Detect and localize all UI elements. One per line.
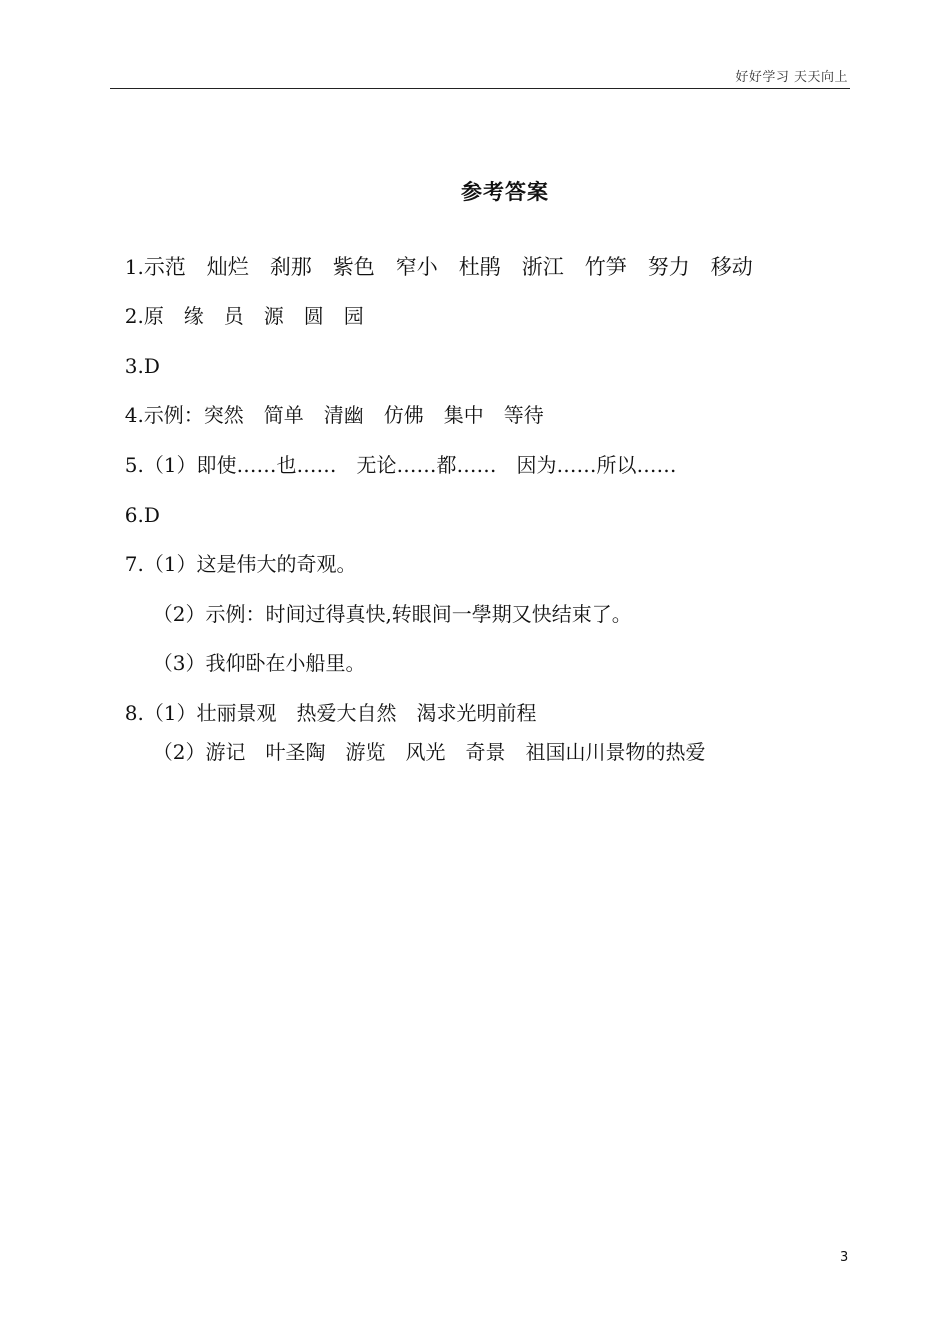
answer-text: D <box>143 503 160 527</box>
answer-number: 6. <box>124 503 144 527</box>
answer-text: （2）游记 叶圣陶 游览 风光 奇景 祖国山川景物的热爱 <box>152 740 706 764</box>
header-motto: 好好学习 天天向上 <box>735 70 848 85</box>
answer-3 <box>112 327 160 379</box>
answer-6 <box>112 476 160 528</box>
answer-number: 1. <box>124 255 144 279</box>
answer-7-3 <box>140 624 365 676</box>
answer-text: D <box>143 354 160 378</box>
answer-1 <box>112 228 753 280</box>
header-divider <box>110 88 850 89</box>
answer-text: 示范 灿烂 刹那 紫色 窄小 杜鹃 浙江 竹笋 努力 移动 <box>143 255 753 279</box>
answer-number: 4. <box>124 403 144 427</box>
answer-7-1 <box>112 525 357 577</box>
answer-number: 3. <box>124 354 144 378</box>
answer-text: （3）我仰卧在小船里。 <box>152 651 366 675</box>
answer-5 <box>112 426 677 478</box>
answer-text: 原 缘 员 源 圆 园 <box>143 304 364 328</box>
answer-number: 8. <box>124 701 144 725</box>
answer-2 <box>112 277 364 329</box>
answer-text: （1）壮丽景观 热爱大自然 渴求光明前程 <box>143 701 537 725</box>
answer-text: （1）这是伟大的奇观。 <box>143 552 357 576</box>
page-number: 3 <box>840 1250 849 1265</box>
answer-text: （2）示例：时间过得真快,转眼间一學期又快结束了。 <box>152 602 632 626</box>
answer-number: 7. <box>124 552 144 576</box>
answer-7-2 <box>140 575 632 627</box>
answer-number: 5. <box>124 453 144 477</box>
page-title: 参考答案 <box>461 180 549 204</box>
answer-text: 示例：突然 简单 清幽 仿佛 集中 等待 <box>143 403 544 427</box>
answer-4 <box>112 376 544 428</box>
answer-8-2 <box>140 713 705 765</box>
answer-text: （1）即使……也…… 无论……都…… 因为……所以…… <box>143 453 677 477</box>
answer-number: 2. <box>124 304 144 328</box>
